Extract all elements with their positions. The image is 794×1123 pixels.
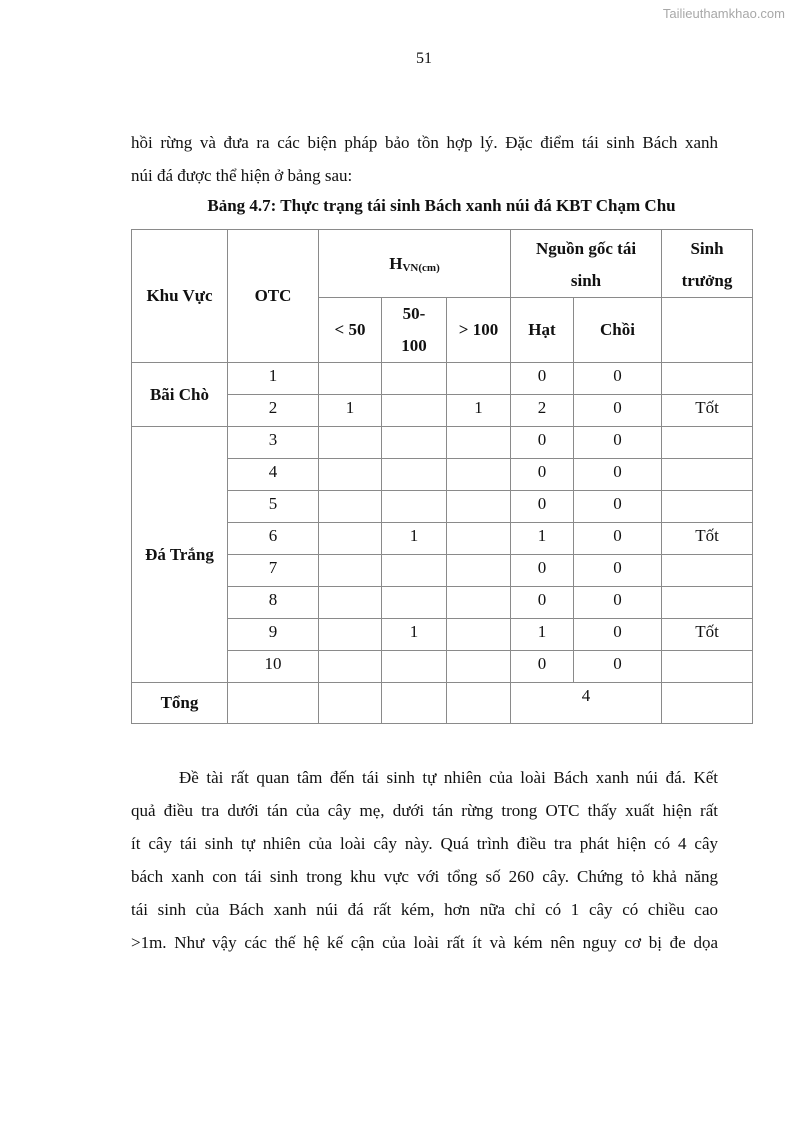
text-line: hồi rừng và đưa ra các biện pháp bảo tồn hợp lý. Đặc điểm tái sinh Bách xanh [131, 133, 718, 152]
cell-otc: 4 [228, 459, 319, 491]
cell-otc: 1 [228, 363, 319, 395]
body-paragraph [131, 761, 718, 959]
cell-sinh-truong: Tốt [662, 619, 753, 651]
cell-hat: 0 [511, 587, 574, 619]
cell-hat: 0 [511, 651, 574, 683]
table-caption: Bảng 4.7: Thực trạng tái sinh Bách xanh núi đá KBT Chạm Chu [207, 196, 676, 215]
total-sinh-truong [662, 683, 753, 724]
header-nguon-goc-line1: Nguồn gốc tái [535, 239, 637, 258]
cell-sinh-truong [662, 427, 753, 459]
text-line: quả điều tra dưới tán của cây mẹ, dưới tán rừng trong OTC thấy xuất hiện rất [131, 801, 718, 820]
cell-50-100 [382, 363, 447, 395]
cell-lt50: 1 [319, 395, 382, 427]
cell-hat: 2 [511, 395, 574, 427]
cell-lt50 [319, 459, 382, 491]
cell-gt100 [447, 363, 511, 395]
header-height [319, 230, 511, 298]
cell-gt100 [447, 651, 511, 683]
cell-50-100 [382, 587, 447, 619]
header-height-sub: VN(cm) [402, 261, 440, 274]
cell-lt50 [319, 491, 382, 523]
header-gt100: > 100 [447, 298, 511, 363]
header-height-main: H [389, 253, 403, 273]
cell-hat: 0 [511, 491, 574, 523]
header-sinh-truong-empty [662, 298, 753, 363]
total-lt50 [319, 683, 382, 724]
text-line: tái sinh của Bách xanh núi đá rất kém, hơn nữa chỉ có 1 cây có chiều cao [131, 900, 718, 919]
cell-otc: 9 [228, 619, 319, 651]
cell-sinh-truong [662, 363, 753, 395]
cell-choi: 0 [574, 491, 662, 523]
text-line: >1m. Như vậy các thế hệ kế cận của loài rất ít và kém nên nguy cơ bị đe dọa [131, 933, 718, 952]
text-line: ít cây tái sinh tự nhiên của loài cây này. Quá trình điều tra phát hiện có 4 cây [131, 834, 718, 853]
cell-gt100 [447, 523, 511, 555]
cell-lt50 [319, 523, 382, 555]
cell-50-100 [382, 427, 447, 459]
header-otc: OTC [228, 230, 319, 363]
total-nguon-goc: 4 [511, 683, 662, 724]
cell-choi: 0 [574, 619, 662, 651]
cell-hat: 0 [511, 555, 574, 587]
cell-sinh-truong: Tốt [662, 523, 753, 555]
regeneration-table [131, 229, 753, 724]
cell-50-100 [382, 651, 447, 683]
cell-choi: 0 [574, 523, 662, 555]
header-sinh-truong-line2: trưởng [681, 271, 733, 290]
header-sinh-truong [662, 230, 753, 298]
cell-choi: 0 [574, 363, 662, 395]
cell-otc: 5 [228, 491, 319, 523]
cell-gt100 [447, 427, 511, 459]
header-khu-vuc: Khu Vực [132, 230, 228, 363]
cell-hat: 0 [511, 427, 574, 459]
header-lt50: < 50 [319, 298, 382, 363]
area-da-trang: Đá Trắng [132, 427, 228, 683]
cell-otc: 6 [228, 523, 319, 555]
text-line: núi đá được thể hiện ở bảng sau: [131, 166, 353, 185]
cell-lt50 [319, 587, 382, 619]
cell-otc: 7 [228, 555, 319, 587]
cell-choi: 0 [574, 555, 662, 587]
cell-gt100 [447, 587, 511, 619]
cell-gt100 [447, 491, 511, 523]
cell-hat: 0 [511, 459, 574, 491]
header-50-100-line2: 100 [401, 336, 427, 355]
cell-50-100: 1 [382, 523, 447, 555]
cell-lt50 [319, 555, 382, 587]
total-gt100 [447, 683, 511, 724]
cell-50-100 [382, 459, 447, 491]
cell-lt50 [319, 619, 382, 651]
cell-sinh-truong [662, 555, 753, 587]
cell-choi: 0 [574, 651, 662, 683]
header-sinh-truong-line1: Sinh [690, 239, 724, 258]
cell-hat: 1 [511, 523, 574, 555]
cell-choi: 0 [574, 427, 662, 459]
header-nguon-goc-line2: sinh [570, 271, 602, 290]
cell-sinh-truong [662, 651, 753, 683]
total-label: Tổng [132, 683, 228, 724]
page-number: 51 [416, 50, 432, 67]
watermark: Tailieuthamkhao.com [662, 6, 785, 21]
cell-sinh-truong: Tốt [662, 395, 753, 427]
text-line: Đề tài rất quan tâm đến tái sinh tự nhiên của loài Bách xanh núi đá. Kết [179, 768, 718, 787]
header-50-100 [382, 298, 447, 363]
cell-hat: 0 [511, 363, 574, 395]
cell-50-100 [382, 491, 447, 523]
cell-otc: 8 [228, 587, 319, 619]
cell-hat: 1 [511, 619, 574, 651]
cell-50-100: 1 [382, 619, 447, 651]
cell-50-100 [382, 395, 447, 427]
total-50-100 [382, 683, 447, 724]
total-row [132, 683, 753, 724]
cell-sinh-truong [662, 491, 753, 523]
cell-50-100 [382, 555, 447, 587]
cell-sinh-truong [662, 459, 753, 491]
cell-lt50 [319, 427, 382, 459]
cell-gt100 [447, 619, 511, 651]
header-choi: Chồi [574, 298, 662, 363]
header-50-100-line1: 50- [402, 304, 426, 323]
table-row [132, 427, 753, 459]
cell-choi: 0 [574, 459, 662, 491]
header-hat: Hạt [511, 298, 574, 363]
text-line: bách xanh con tái sinh trong khu vực với tổng số 260 cây. Chứng tỏ khả năng [131, 867, 718, 886]
cell-choi: 0 [574, 395, 662, 427]
header-nguon-goc [511, 230, 662, 298]
cell-choi: 0 [574, 587, 662, 619]
cell-gt100 [447, 555, 511, 587]
table-row [132, 363, 753, 395]
cell-lt50 [319, 363, 382, 395]
cell-otc: 2 [228, 395, 319, 427]
total-otc [228, 683, 319, 724]
cell-otc: 10 [228, 651, 319, 683]
cell-sinh-truong [662, 587, 753, 619]
cell-gt100: 1 [447, 395, 511, 427]
cell-otc: 3 [228, 427, 319, 459]
intro-paragraph [131, 126, 718, 192]
cell-gt100 [447, 459, 511, 491]
area-bai-cho: Bãi Chò [132, 363, 228, 427]
cell-lt50 [319, 651, 382, 683]
